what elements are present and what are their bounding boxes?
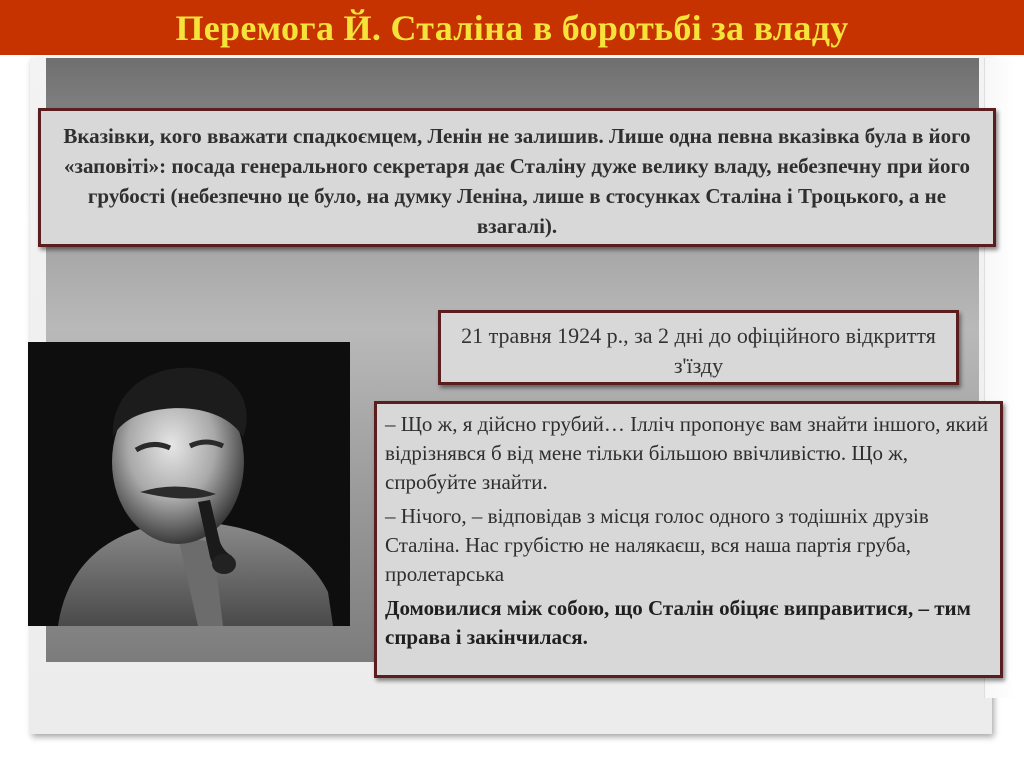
quote-paragraph-1: – Що ж, я дійсно грубий… Ілліч пропонує вам знайти іншого, який відрізнявся б від мене тільки більшою ввічливістю. Що ж, спробуйте знайти. — [385, 412, 989, 494]
date-note-text: 21 травня 1924 р., за 2 дні до офіційного відкриття з'їзду — [461, 323, 936, 378]
quote-paragraph-2: – Нічого, – відповідав з місця голос одного з тодішніх друзів Сталіна. Нас грубістю не налякаєш, вся наша партія груба, пролетарська — [385, 504, 929, 586]
intro-text: Вказівки, кого вважати спадкоємцем, Ленін не залишив. Лише одна певна вказівка була в його «заповіті»: посада генерального секретаря дає Сталіну дуже велику владу, небезпечну при його грубості (небезпечно це було, на думку Леніна, лише в стосунках Сталіна і Троцького, а не взагалі). — [63, 124, 971, 238]
slide-title: Перемога Й. Сталіна в боротьбі за владу — [175, 7, 849, 48]
stalin-portrait-photo — [28, 342, 350, 626]
portrait-illustration — [28, 342, 350, 626]
date-note-box — [438, 310, 959, 385]
title-bar — [0, 0, 1024, 55]
intro-text-box — [38, 108, 996, 247]
quote-text-box — [374, 401, 1003, 678]
quote-conclusion: Домовилися між собою, що Сталін обіцяє виправитися, – тим справа і закінчилася. — [385, 596, 971, 649]
